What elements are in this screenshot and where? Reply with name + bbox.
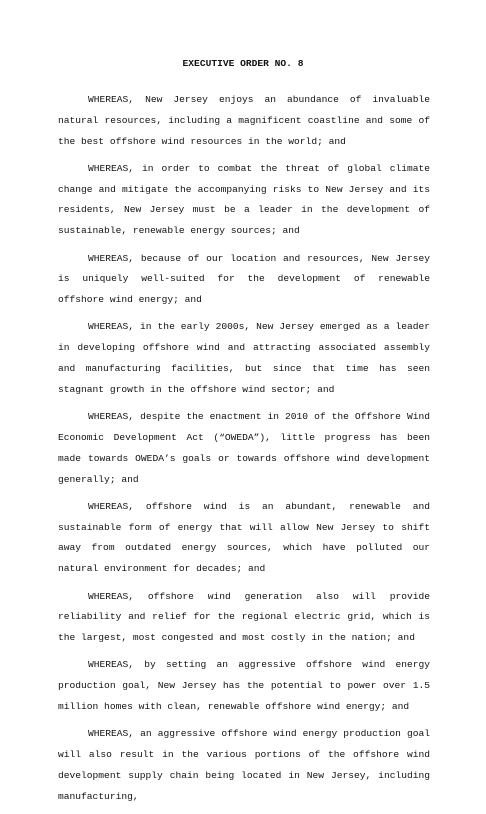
paragraph: WHEREAS, despite the enactment in 2010 of the Offshore Wind Economic Development Act (“OWEDA”), little progress has been made towards OWEDA’s goals or towards offshore wind development generally; and (58, 411, 430, 485)
paragraph: WHEREAS, by setting an aggressive offshore wind energy production goal, New Jersey has the potential to power over 1.5 million homes with clean, renewable offshore wind energy; and (58, 659, 430, 713)
document-title: EXECUTIVE ORDER NO. 8 (182, 58, 304, 69)
paragraph: WHEREAS, offshore wind generation also will provide reliability and relief for the regional electric grid, which is the largest, most congested and most costly in the nation; and (58, 590, 430, 644)
paragraph: WHEREAS, in the early 2000s, New Jersey emerged as a leader in developing offshore wind and attracting associated assembly and manufacturing facilities, but since that time has seen stagnant growth in the offshore wind sector; and (58, 321, 430, 395)
document-body (58, 90, 430, 814)
paragraph: WHEREAS, offshore wind is an abundant, renewable and sustainable form of energy that will allow New Jersey to shift away from outdated energy sources, which have polluted our natural environment for decades; and (58, 500, 430, 575)
paragraph: WHEREAS, New Jersey enjoys an abundance of invaluable natural resources, including a magnificent coastline and some of the best offshore wind resources in the world; and (58, 94, 430, 147)
paragraph: WHEREAS, an aggressive offshore wind energy production goal will also result in the various portions of the offshore wind development supply chain being located in New Jersey, including manufacturing, (58, 728, 430, 802)
paragraph: WHEREAS, because of our location and resources, New Jersey is uniquely well-suited for the development of renewable offshore wind energy; and (58, 252, 430, 306)
paragraph: WHEREAS, in order to combat the threat of global climate change and mitigate the accompanying risks to New Jersey and its residents, New Jersey must be a leader in the development of sustainable, renewable energy sources; and (58, 162, 430, 237)
